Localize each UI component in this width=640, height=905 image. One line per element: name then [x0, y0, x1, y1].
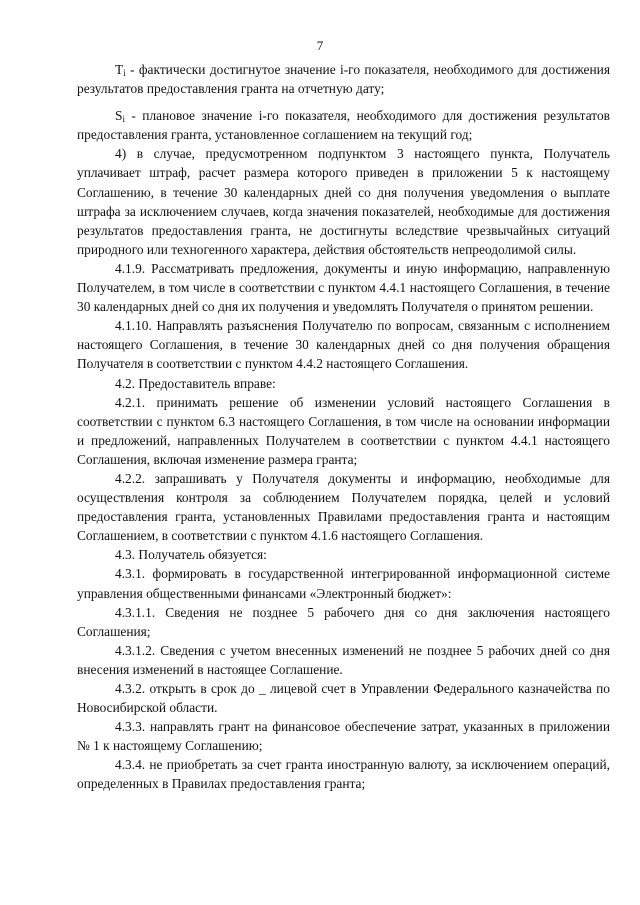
paragraph-4-3-1-2: 4.3.1.2. Сведения с учетом внесенных изменений не позднее 5 рабочих дней со дня внесения изменений в настоящее Соглашение. — [77, 642, 610, 677]
paragraph-4-2-1: 4.2.1. принимать решение об изменении условий настоящего Соглашения в соответствии с пунктом 6.3 настоящего Соглашения, в том числе на основании информации и предложений, направленных Получателем в соответствии с пунктом 4.4.1 настоящего Соглашения, включая изменение размера гранта; — [77, 394, 610, 467]
document-body — [77, 60, 610, 794]
paragraph-4-1-10: 4.1.10. Направлять разъяснения Получателю по вопросам, связанным с исполнением настоящего Соглашения, в течение 30 календарных дней со дня получения обращения Получателя в соответствии с пунктом 4.4.2 настоящего Соглашения. — [77, 318, 610, 372]
paragraph-4-1-9: 4.1.9. Рассматривать предложения, документы и иную информацию, направленную Получателем, в том числе в соответствии с пунктом 4.4.1 настоящего Соглашения, в течение 30 календарных дней со дня их получения и уведомлять Получателя о принятом решении. — [77, 260, 610, 315]
page-number: 7 — [316, 38, 324, 53]
paragraph-4-2: 4.2. Предоставитель вправе: — [115, 375, 276, 391]
paragraph-variable-s: $S_i$ - плановое значение i-го показателя, необходимого для достижения результатов предоставления гранта, установленное соглашением на текущий год; — [77, 108, 610, 143]
paragraph-4-3: 4.3. Получатель обязуется: — [115, 547, 267, 563]
paragraph-4-3-3: 4.3.3. направлять грант на финансовое обеспечение затрат, указанных в приложении № 1 к настоящему Соглашению; — [77, 719, 610, 754]
paragraph-item-4: 4) в случае, предусмотренном подпунктом 3 настоящего пункта, Получатель уплачивает штраф, расчет размера которого приведен в приложении 5 к настоящему Соглашению, в течение 30 календарных дней со дня получения уведомления о выплате штрафа за исключением случаев, когда значения показателей, необходимые для достижения результатов предоставления гранта, не достигнуты вследствие чрезвычайных ситуаций природного или техногенного характера, действия обстоятельств непреодолимой силы. — [77, 146, 610, 257]
variable-symbol: $T_i$ — [115, 62, 126, 78]
paragraph-4-2-2: 4.2.2. запрашивать у Получателя документы и информацию, необходимые для осуществления контроля за соблюдением Получателем порядка, целей и условий предоставления гранта, установленных Правилами предоставления гранта и настоящим Соглашением, в соответствии с пунктом 4.1.6 настоящего Соглашения. — [77, 470, 610, 544]
paragraph-variable-t: $T_i$ - фактически достигнутое значение i-го показателя, необходимого для достижения результатов предоставления гранта на отчетную дату; — [77, 62, 610, 97]
paragraph-4-3-1: 4.3.1. формировать в государственной интегрированной информационной системе управления общественными финансами «Электронный бюджет»: — [77, 566, 610, 601]
paragraph-4-3-1-1: 4.3.1.1. Сведения не позднее 5 рабочего дня со дня заключения настоящего Соглашения; — [77, 604, 610, 639]
variable-symbol: $S_i$ — [115, 108, 125, 125]
paragraph-4-3-4: 4.3.4. не приобретать за счет гранта иностранную валюту, за исключением операций, определенных в Правилах предоставления гранта; — [77, 757, 610, 792]
paragraph-4-3-2: 4.3.2. открыть в срок до _ лицевой счет в Управлении Федерального казначейства по Новосибирской области. — [77, 681, 610, 716]
